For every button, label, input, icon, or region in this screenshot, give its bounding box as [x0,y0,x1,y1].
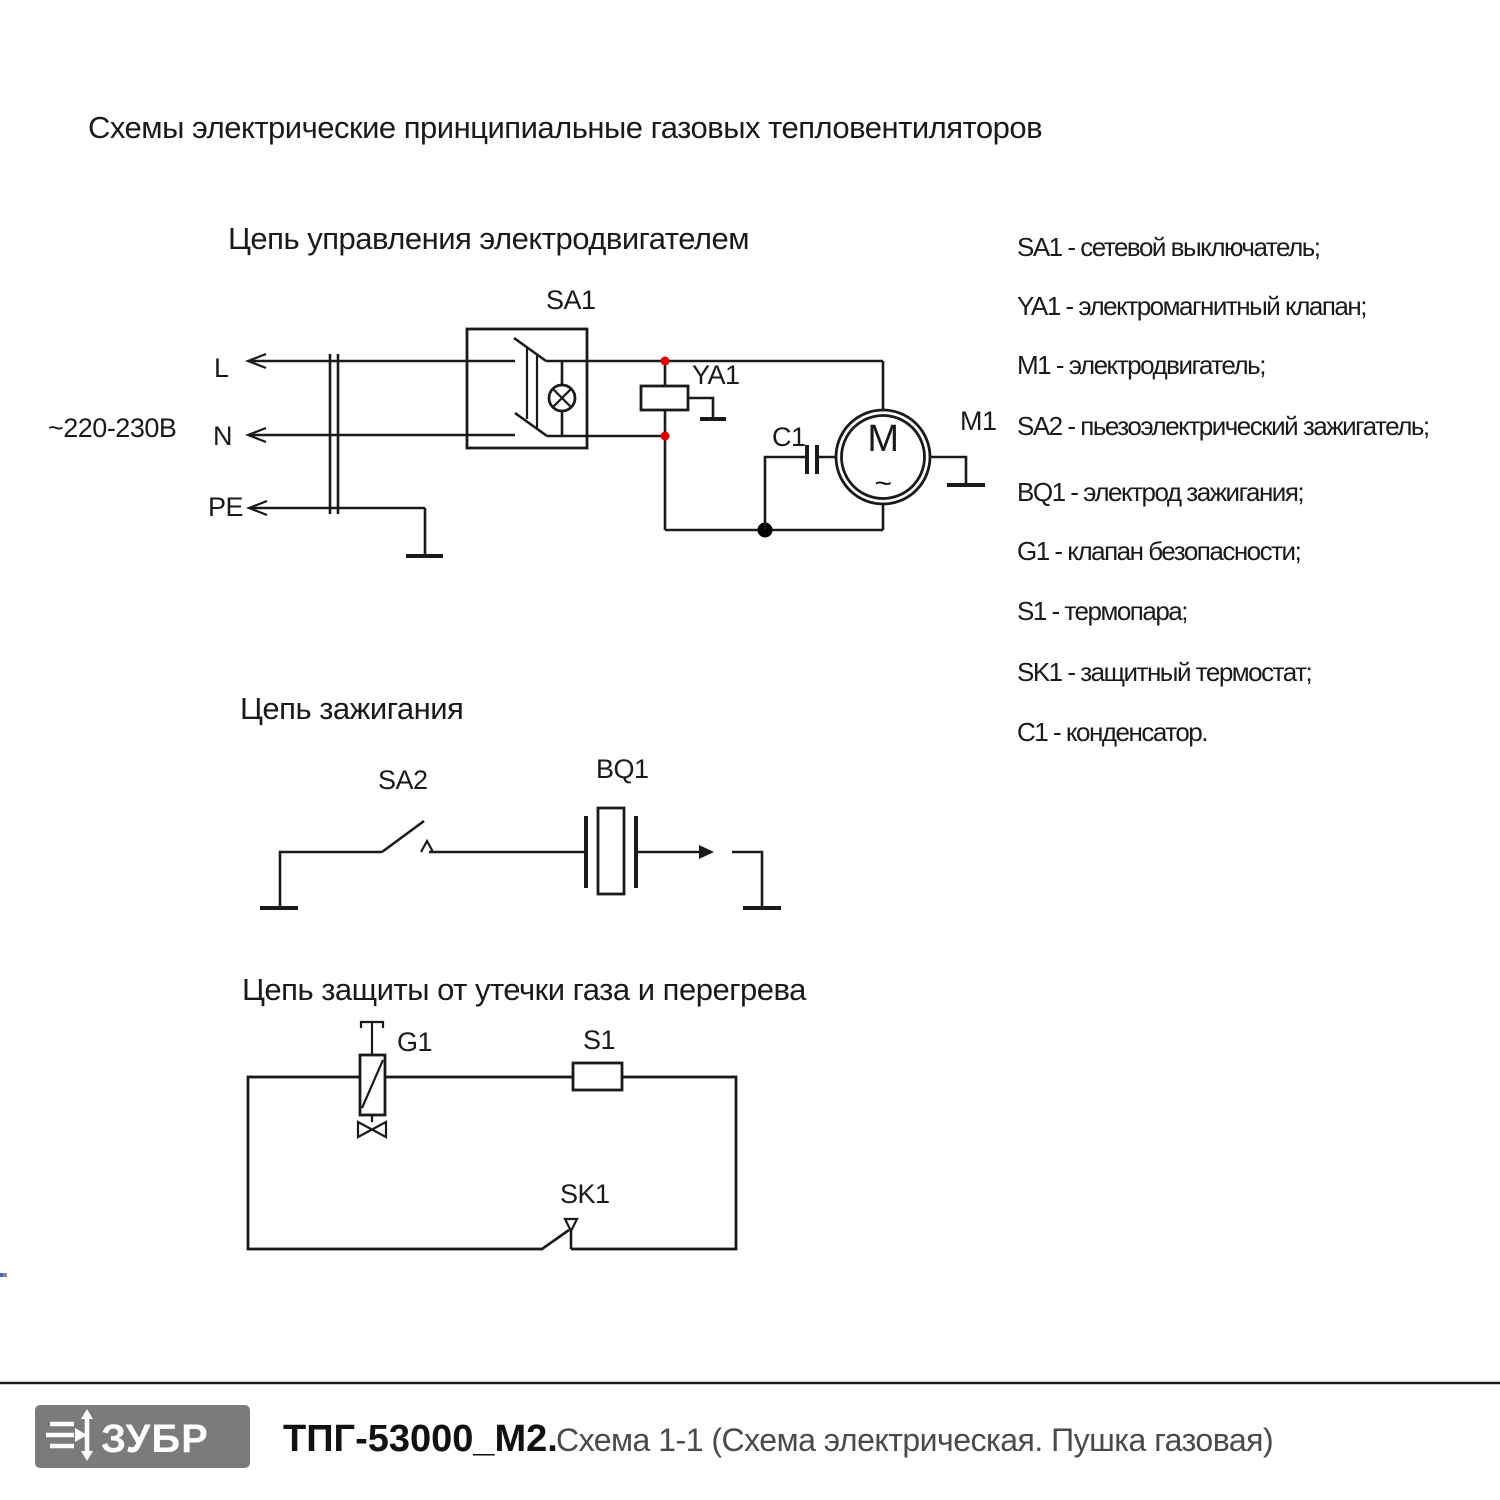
sa2-label: SA2 [378,765,428,795]
terminal-l-label: L [214,353,229,383]
brand-name: ЗУБР [101,1417,209,1461]
bq1-label: BQ1 [596,754,649,784]
bq1-electrode [586,808,636,894]
g1-label: G1 [397,1027,433,1057]
lamp-icon [549,361,575,436]
sa2-switch [382,821,433,852]
page-title: Схемы электрические принципиальные газовых тепловентиляторов [88,110,1043,145]
sa1-label: SA1 [546,285,596,315]
ya1-valve [641,360,740,419]
supply-wires [248,354,515,556]
circuit-protection [242,972,807,1252]
circuit-protection-title: Цепь защиты от утечки газа и перегрева [242,972,806,1007]
legend-item: SK1 - защитный термостат; [1017,657,1312,687]
switch-blade [514,338,546,361]
c1-label: C1 [772,422,806,452]
sk1-thermostat [542,1179,610,1252]
s1-thermocouple [573,1025,622,1090]
footer [0,1383,1500,1468]
footer-model: ТПГ-53000_М2. [283,1418,558,1460]
legend-item: SA1 - сетевой выключатель; [1017,232,1320,262]
motor-ac-symbol: ~ [874,467,892,500]
circuit-motor-control [48,221,997,556]
sa1-switch [467,285,596,448]
junction-red [661,357,670,366]
legend-item: M1 - электродвигатель; [1017,350,1265,380]
circuit-control-title: Цепь управления электродвигателем [228,221,750,256]
footer-caption: Схема 1-1 (Схема электрическая. Пушка газовая) [556,1422,1274,1458]
m1-motor [836,406,997,504]
piezo-crystal [598,808,624,894]
s1-body [573,1063,622,1090]
c1-capacitor [765,422,836,530]
ya1-coil [641,386,688,410]
terminal-n-label: N [213,421,232,451]
valve-icon [372,1122,386,1137]
switch-blade [515,413,547,436]
ya1-label: YA1 [692,360,740,390]
push-contact-icon [421,841,433,852]
junction-red [661,432,670,441]
legend-item: BQ1 - электрод зажигания; [1017,477,1304,507]
thermal-contact-icon [565,1219,577,1231]
g1-valve [358,1022,432,1137]
spark-gap [636,845,781,908]
s1-label: S1 [583,1025,616,1055]
circuit-ignition-title: Цепь зажигания [240,691,464,726]
legend-item: G1 - клапан безопасности; [1017,536,1301,566]
voltage-label: ~220-230В [48,413,177,443]
legend-item: SA2 - пьезоэлектрический зажигатель; [1017,411,1429,441]
protection-loop [248,1077,736,1249]
arrow-right-icon [699,845,714,859]
legend-item: YA1 - электромагнитный клапан; [1017,291,1366,321]
legend-item: S1 - термопара; [1017,596,1187,626]
ignition-left-terminal [260,852,382,908]
sk1-label: SK1 [560,1179,610,1209]
legend-item: C1 - конденсатор. [1017,717,1207,747]
m1-label: M1 [960,406,997,436]
switch-blade [382,821,424,852]
circuit-ignition [240,691,781,908]
terminal-pe-label: PE [208,492,244,522]
motor-letter: M [867,418,899,460]
legend [1017,232,1429,747]
edge-artifact [0,1273,7,1277]
